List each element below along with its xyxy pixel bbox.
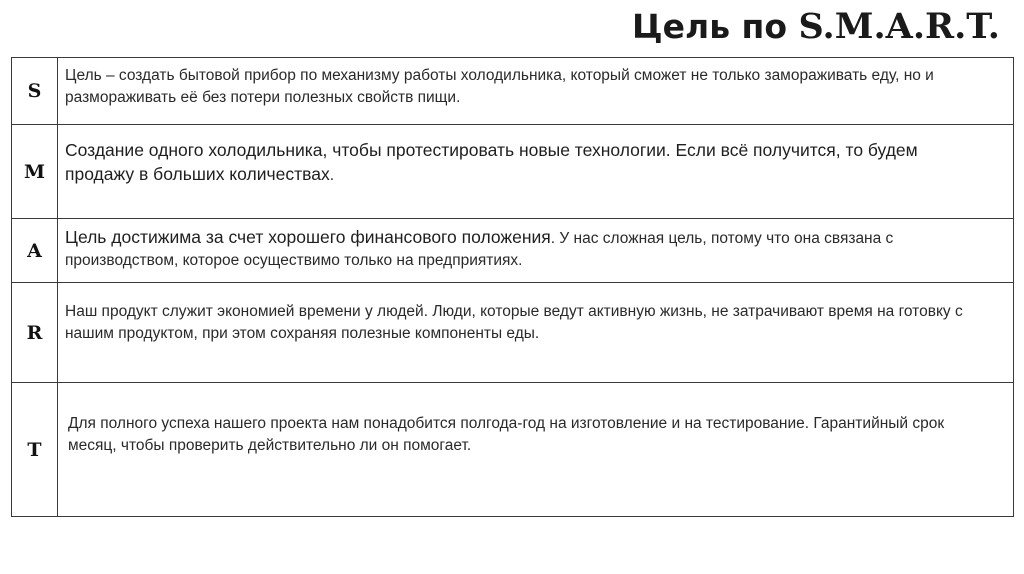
table-row-m xyxy=(12,125,1014,219)
table-row-t xyxy=(12,383,1014,517)
row-letter-s: S xyxy=(12,58,58,125)
title-acronym: S.M.A.R.T. xyxy=(798,6,1000,47)
table-row-r xyxy=(12,283,1014,383)
row-text-s xyxy=(58,58,1014,125)
row-text-body: Цель – создать бытовой прибор по механизму работы холодильника, который сможет не только замораживать еду, но и размораживать её без потери полезных свойств пищи. xyxy=(65,67,934,106)
row-text-a xyxy=(58,219,1014,283)
row-text-body: Для полного успеха нашего проекта нам понадобится полгода-год на изготовление и на тестирование. Гарантийный срок месяц, чтобы проверить действительно ли он помогает. xyxy=(68,415,945,454)
row-text-lead: Цель достижима за счет хорошего финансового положения xyxy=(65,227,551,247)
row-text-body: Наш продукт служит экономией времени у людей. Люди, которые ведут активную жизнь, не затрачивают время на готовку с нашим продуктом, при этом сохраняя полезные компоненты еды. xyxy=(65,303,963,342)
title-prefix: Цель по xyxy=(632,7,799,46)
page-title xyxy=(632,6,1000,47)
row-letter-m: M xyxy=(12,125,58,219)
row-letter-a: A xyxy=(12,219,58,283)
row-text-t xyxy=(58,383,1014,517)
smart-table xyxy=(11,57,1014,517)
table-row-a xyxy=(12,219,1014,283)
row-text-lead: Создание одного холодильника, чтобы протестировать новые технологии. Если всё получится, то будем продажу в больших количествах xyxy=(65,140,918,184)
row-text-body: . xyxy=(329,167,334,184)
row-text-r xyxy=(58,283,1014,383)
table-row-s xyxy=(12,58,1014,125)
row-letter-r: R xyxy=(12,283,58,383)
row-text-body: . У нас сложная цель, потому что она связана с производством, которое осуществимо только на предприятиях. xyxy=(65,230,894,269)
row-letter-t: T xyxy=(12,383,58,517)
row-text-m xyxy=(58,125,1014,219)
